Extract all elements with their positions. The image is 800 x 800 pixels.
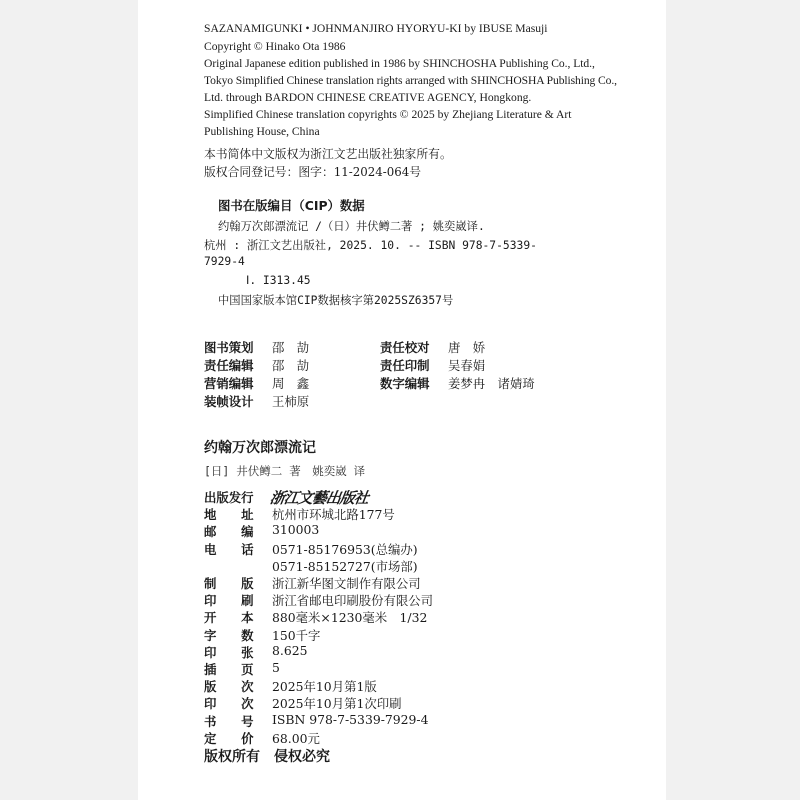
staff-value: 邵 劼 (272, 340, 310, 355)
detail-value: 浙江省邮电印刷股份有限公司 (272, 593, 434, 609)
cip-line: 杭州 : 浙江文艺出版社, 2025. 10. -- ISBN 978-7-5339- (204, 239, 537, 252)
staff-label: 责任印制 (380, 358, 430, 373)
detail-value: 浙江新华图文制作有限公司 (272, 576, 421, 591)
detail-label: 定 价 (204, 730, 254, 746)
detail-label: 地 址 (204, 507, 254, 523)
copyright-en-line: Tokyo Simplified Chinese translation rights arranged with SHINCHOSHA Publishing Co., (204, 74, 617, 87)
detail-value: 0571-85152727(市场部) (272, 558, 418, 574)
cip-heading: 图书在版编目（CIP）数据 (218, 198, 365, 213)
cip-line: 7929-4 (204, 255, 245, 268)
detail-value: 2025年10月第1次印刷 (272, 696, 402, 712)
detail-label: 版 次 (204, 679, 254, 695)
rights-footer: 版权所有 侵权必究 (204, 749, 330, 765)
detail-value: 0571-85176953(总编办) (272, 541, 418, 557)
detail-value: 5 (272, 660, 280, 675)
staff-value: 吴春娟 (448, 358, 486, 373)
copyright-en-line: Simplified Chinese translation copyrights © 2025 by Zhejiang Literature & Art (204, 108, 572, 121)
staff-value: 唐 娇 (448, 340, 486, 355)
detail-value: 880毫米×1230毫米 1/32 (272, 610, 428, 626)
copyright-en-line: SAZANAMIGUNKI • JOHNMANJIRO HYORYU-KI by IBUSE Masuji (204, 22, 548, 35)
copyright-cn-line: 本书简体中文版权为浙江文艺出版社独家所有。 (204, 147, 452, 161)
detail-label: 印 刷 (204, 593, 254, 609)
detail-value: ISBN 978-7-5339-7929-4 (272, 711, 429, 727)
staff-value: 王柿原 (272, 394, 310, 409)
copyright-cn-line: 版权合同登记号：图字：11-2024-064号 (204, 165, 422, 179)
staff-value: 周 鑫 (272, 376, 310, 391)
copyright-en-line: Publishing House, China (204, 125, 320, 138)
copyright-en-line: Original Japanese edition published in 1986 by SHINCHOSHA Publishing Co., Ltd., (204, 57, 595, 70)
staff-label: 数字编辑 (380, 376, 430, 391)
detail-label: 印 张 (204, 644, 254, 660)
staff-label: 责任校对 (380, 340, 430, 355)
detail-label: 出版发行 (204, 490, 254, 505)
detail-label: 邮 编 (204, 524, 254, 540)
detail-value: 杭州市环城北路177号 (272, 507, 395, 523)
staff-value: 邵 劼 (272, 358, 310, 373)
staff-label: 责任编辑 (204, 358, 254, 373)
book-byline: [日] 井伏鳟二 著 姚奕崴 译 (204, 464, 366, 478)
cip-line: 中国国家版本馆CIP数据核字第2025SZ6357号 (218, 294, 454, 307)
detail-value: 310003 (272, 522, 320, 538)
staff-label: 营销编辑 (204, 376, 254, 391)
book-title: 约翰万次郎漂流记 (204, 440, 316, 456)
staff-label: 图书策划 (204, 340, 254, 355)
detail-label: 开 本 (204, 610, 254, 626)
detail-value: 150千字 (272, 627, 321, 643)
detail-label: 制 版 (204, 576, 254, 591)
detail-value: 2025年10月第1版 (272, 679, 377, 695)
detail-label: 印 次 (204, 696, 254, 712)
detail-label: 电 话 (204, 541, 254, 557)
staff-value: 姜梦冉 诸婧琦 (448, 376, 535, 391)
staff-label: 装帧设计 (204, 394, 254, 409)
cip-line: Ⅰ. I313.45 (246, 274, 311, 287)
detail-value: 68.00元 (272, 730, 320, 746)
cip-line: 约翰万次郎漂流记 /（日）井伏鳟二著 ; 姚奕崴译. (218, 220, 485, 233)
detail-label: 字 数 (204, 627, 254, 643)
publisher-logo: 浙江文藝出版社 (268, 489, 370, 507)
detail-label: 插 页 (204, 662, 254, 677)
copyright-en-line: Ltd. through BARDON CHINESE CREATIVE AGENCY, Hongkong. (204, 91, 532, 104)
detail-value: 8.625 (272, 642, 308, 658)
copyright-page (138, 0, 666, 800)
copyright-en-line: Copyright © Hinako Ota 1986 (204, 40, 346, 53)
detail-label: 书 号 (204, 713, 254, 729)
